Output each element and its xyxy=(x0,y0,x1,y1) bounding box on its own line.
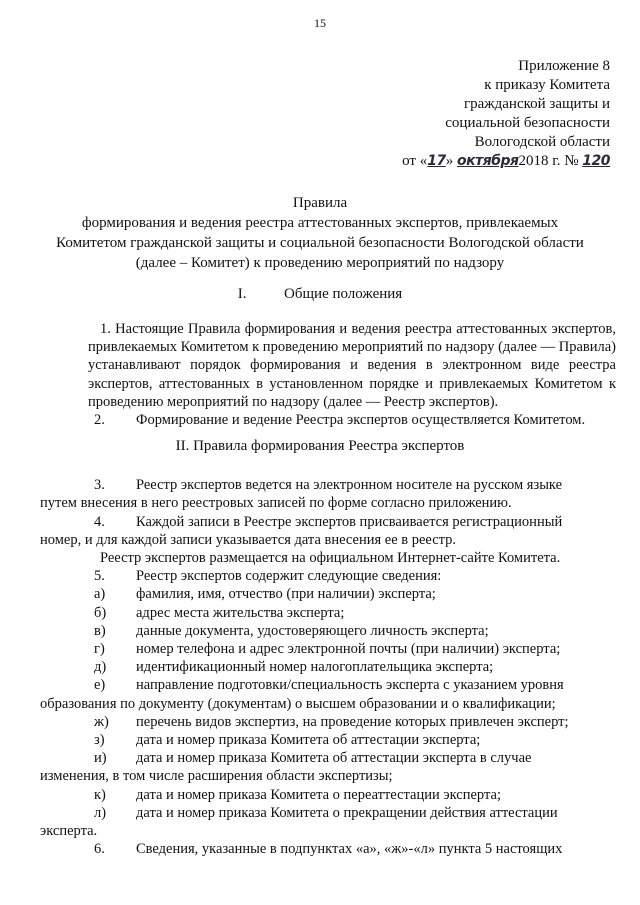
subitem-row xyxy=(88,804,616,822)
paragraph-text: Сведения, указанные в подпунктах «а», «ж»-«л» пункта 5 настоящих xyxy=(136,841,563,858)
appendix-line: социальной безопасности xyxy=(445,115,610,131)
document-title xyxy=(40,193,600,273)
paragraph-continuation: путем внесения в него реестровых записей по форме согласно приложению. xyxy=(40,495,512,512)
order-year: 2018 г. № xyxy=(518,153,583,169)
subitem-text: идентификационный номер налогоплательщика эксперта; xyxy=(136,659,494,676)
subitem-row xyxy=(88,713,616,731)
subitem-row xyxy=(88,640,616,658)
paragraph-continuation: номер, и для каждой записи указывается дата внесения ее в реестр. xyxy=(40,531,457,548)
order-reference xyxy=(310,152,610,171)
subitem-letter: к) xyxy=(94,786,106,803)
subitem-row xyxy=(88,622,616,640)
order-mid: » xyxy=(445,153,457,169)
paragraph-number: 3. xyxy=(94,477,105,494)
page-number: 15 xyxy=(314,16,326,30)
paragraph-6 xyxy=(88,840,616,858)
paragraph-text: Формирование и ведение Реестра экспертов осуществляется Комитетом. xyxy=(136,412,586,429)
appendix-line: Приложение 8 xyxy=(518,58,610,74)
subitem-letter: в) xyxy=(94,622,106,639)
subitem-letter: е) xyxy=(94,677,106,694)
subitem-row xyxy=(88,786,616,804)
subitem-letter: л) xyxy=(94,804,107,821)
appendix-line: гражданской защиты и xyxy=(463,96,610,112)
paragraph-1: 1. Настоящие Правила формирования и ведения реестра аттестованных экспертов, привлекаемых Комитетом к проведению мероприятий по надзору (далее — Правила) устанавливают порядок формирования и ведения в электронном виде реестра экспертов, аттестованных в установленном порядке и привлекаемых Комитетом к проведению мероприятий по надзору (далее — Реестр экспертов). xyxy=(88,321,616,410)
subitem-row xyxy=(88,731,616,749)
handwritten-month: октября xyxy=(456,153,519,169)
subitem-letter: б) xyxy=(94,604,107,621)
subitem-continuation: образования по документу (документам) о высшем образовании и о квалификации; xyxy=(40,695,556,712)
paragraph-number: 5. xyxy=(94,568,105,585)
paragraph-2 xyxy=(88,411,616,429)
title-line: формирования и ведения реестра аттестованных экспертов, привлекаемых xyxy=(81,215,559,231)
subitem-text: дата и номер приказа Комитета о переаттестации эксперта; xyxy=(136,786,501,803)
subitem-text: номер телефона и адрес электронной почты (при наличии) эксперта; xyxy=(136,641,561,658)
paragraph-5 xyxy=(88,567,616,585)
subitem-letter: г) xyxy=(94,641,105,658)
subitem-list xyxy=(40,585,616,840)
appendix-line: Вологодской области xyxy=(474,134,610,150)
subitem-row xyxy=(88,585,616,603)
document-body xyxy=(40,320,616,858)
subitem-text: данные документа, удостоверяющего личность эксперта; xyxy=(136,622,489,639)
subitem-continuation: эксперта. xyxy=(40,823,98,840)
order-prefix: от « xyxy=(402,153,428,169)
subitem-letter: а) xyxy=(94,586,106,603)
title-line: (далее – Комитет) к проведению мероприятий по надзору xyxy=(135,255,505,271)
subitem-row xyxy=(88,676,616,694)
subitem-row xyxy=(88,749,616,767)
appendix-line: к приказу Комитета xyxy=(484,77,610,93)
subitem-text: дата и номер приказа Комитета об аттестации эксперта; xyxy=(136,732,481,749)
paragraph-number: 2. xyxy=(94,412,105,429)
subitem-text: дата и номер приказа Комитета об аттестации эксперта в случае xyxy=(136,750,532,767)
subitem-row xyxy=(88,604,616,622)
appendix-header xyxy=(310,57,610,171)
section-heading-1: I. Общие положения xyxy=(237,286,403,302)
paragraph-4 xyxy=(88,513,616,531)
subitem-text: фамилия, имя, отчество (при наличии) эксперта; xyxy=(136,586,436,603)
subitem-letter: з) xyxy=(94,732,105,749)
handwritten-number: 120 xyxy=(582,153,610,169)
title-line: Правила xyxy=(292,195,348,211)
subitem-text: адрес места жительства эксперта; xyxy=(136,604,345,621)
subitem-text: дата и номер приказа Комитета о прекращении действия аттестации xyxy=(136,804,558,821)
paragraph-text: Каждой записи в Реестре экспертов присваивается регистрационный xyxy=(136,513,563,530)
subitem-letter: д) xyxy=(94,659,107,676)
title-line: Комитетом гражданской защиты и социальной безопасности Вологодской области xyxy=(56,235,584,251)
subitem-letter: и) xyxy=(94,750,107,767)
paragraph-text: Реестр экспертов содержит следующие сведения: xyxy=(136,568,442,585)
handwritten-day: 17 xyxy=(427,153,446,169)
section-heading-2: II. Правила формирования Реестра экспертов xyxy=(175,438,465,454)
paragraph-text: Реестр экспертов ведется на электронном носителе на русском языке xyxy=(136,477,563,494)
paragraph-3 xyxy=(88,476,616,494)
paragraph-number: 4. xyxy=(94,513,105,530)
subitem-text: направление подготовки/специальность эксперта с указанием уровня xyxy=(136,677,564,694)
subitem-letter: ж) xyxy=(94,713,109,730)
paragraph-number: 6. xyxy=(94,841,105,858)
subitem-continuation: изменения, в том числе расширения области экспертизы; xyxy=(40,768,393,785)
subitem-row xyxy=(88,658,616,676)
subitem-text: перечень видов экспертиз, на проведение которых привлечен эксперт; xyxy=(136,713,569,730)
paragraph-continuation: Реестр экспертов размещается на официальном Интернет-сайте Комитета. xyxy=(100,550,561,567)
